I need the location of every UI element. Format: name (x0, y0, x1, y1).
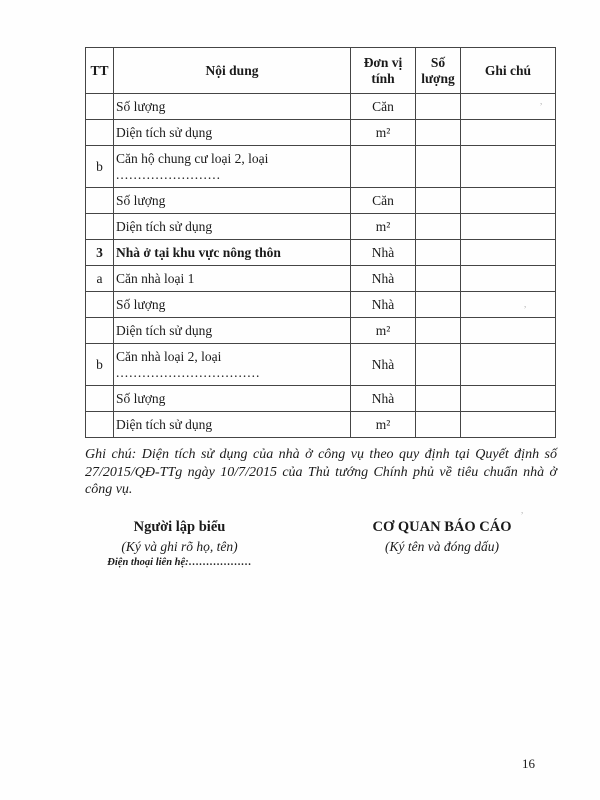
cell-label: Diện tích sử dụng (114, 412, 351, 438)
cell-label: Số lượng (114, 188, 351, 214)
scan-speck: , (524, 299, 527, 309)
cell-label: Số lượng (114, 292, 351, 318)
cell-qty (416, 120, 461, 146)
header-tt: TT (86, 48, 114, 94)
cell-note (461, 240, 556, 266)
cell-unit: m² (351, 318, 416, 344)
cell-unit: Nhà (351, 266, 416, 292)
cell-qty (416, 318, 461, 344)
table-row (86, 214, 556, 240)
table-row (86, 94, 556, 120)
cell-qty (416, 266, 461, 292)
cell-tt (86, 120, 114, 146)
page-number: 16 (522, 756, 535, 771)
header-don-vi: Đơn vị tính (351, 48, 416, 94)
row-label-line1: Căn hộ chung cư loại 2, loại (116, 151, 269, 167)
cell-qty (416, 412, 461, 438)
footnote-text: Ghi chú: Diện tích sử dụng của nhà ở công vụ theo quy định tại Quyết định số 27/2015/QĐ-TTg ngày 10/7/2015 của Thủ tướng Chính phủ về tiêu chuẩn nhà ở công vụ. (85, 447, 557, 497)
cell-unit: Căn (351, 188, 416, 214)
cell-label: Diện tích sử dụng (114, 120, 351, 146)
cell-unit: m² (351, 120, 416, 146)
table-row (86, 412, 556, 438)
cell-unit: Căn (351, 94, 416, 120)
cell-unit: Nhà (351, 344, 416, 386)
table-row (86, 344, 556, 386)
cell-tt: b (86, 146, 114, 188)
cell-tt (86, 412, 114, 438)
cell-note (461, 292, 556, 318)
cell-qty (416, 240, 461, 266)
cell-unit: Nhà (351, 240, 416, 266)
cell-tt (86, 318, 114, 344)
cell-qty (416, 344, 461, 386)
cell-label: Số lượng (114, 386, 351, 412)
cell-qty (416, 188, 461, 214)
cell-unit: m² (351, 214, 416, 240)
cell-qty (416, 94, 461, 120)
cell-label (114, 344, 351, 386)
table-row (86, 146, 556, 188)
report-table (85, 47, 556, 438)
table-row (86, 318, 556, 344)
table-row-section (86, 240, 556, 266)
cell-label: Diện tích sử dụng (114, 214, 351, 240)
cell-label: Nhà ở tại khu vực nông thôn (114, 240, 351, 266)
header-noi-dung: Nội dung (114, 48, 351, 94)
cell-note (461, 344, 556, 386)
cell-unit (351, 146, 416, 188)
cell-tt (86, 94, 114, 120)
cell-note (461, 318, 556, 344)
cell-tt (86, 386, 114, 412)
cell-label: Số lượng (114, 94, 351, 120)
cell-label (114, 146, 351, 188)
scan-speck: , (521, 505, 524, 515)
cell-note (461, 386, 556, 412)
cell-unit: Nhà (351, 386, 416, 412)
signature-block-preparer (92, 518, 267, 571)
table-row (86, 120, 556, 146)
dotted-fill-line: ........................ (116, 166, 221, 182)
cell-note (461, 214, 556, 240)
cell-qty (416, 292, 461, 318)
table-row (86, 292, 556, 318)
cell-tt (86, 214, 114, 240)
cell-note (461, 412, 556, 438)
cell-tt: b (86, 344, 114, 386)
row-label-line1: Căn nhà loại 2, loại (116, 349, 222, 365)
table-row (86, 386, 556, 412)
cell-tt (86, 188, 114, 214)
cell-unit: m² (351, 412, 416, 438)
cell-qty (416, 214, 461, 240)
scan-speck: , (540, 96, 543, 106)
cell-tt (86, 292, 114, 318)
cell-tt: 3 (86, 240, 114, 266)
cell-note (461, 146, 556, 188)
cell-qty (416, 386, 461, 412)
agency-subtitle: (Ký tên và đóng dấu) (385, 538, 499, 554)
cell-label: Căn nhà loại 1 (114, 266, 351, 292)
table-row (86, 188, 556, 214)
preparer-title: Người lập biểu (133, 519, 226, 535)
table-row (86, 266, 556, 292)
agency-title: CƠ QUAN BÁO CÁO (372, 519, 512, 535)
header-so-luong: Số lượng (416, 48, 461, 94)
cell-note (461, 188, 556, 214)
cell-note (461, 120, 556, 146)
header-ghi-chu: Ghi chú (461, 48, 556, 94)
cell-unit: Nhà (351, 292, 416, 318)
signature-block-agency (358, 518, 526, 555)
cell-qty (416, 146, 461, 188)
cell-label: Diện tích sử dụng (114, 318, 351, 344)
table-header (86, 48, 556, 94)
preparer-subtitle: (Ký và ghi rõ họ, tên) (121, 538, 238, 554)
dotted-fill-line: ................................. (116, 364, 261, 380)
cell-tt: a (86, 266, 114, 292)
preparer-phone-line: Điện thoại liên hệ:……………… (107, 557, 252, 569)
cell-note (461, 266, 556, 292)
